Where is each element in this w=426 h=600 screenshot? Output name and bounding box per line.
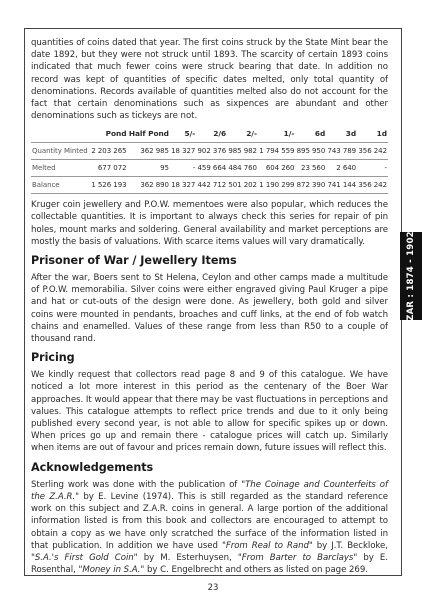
table-cell: 356 242 [357,142,388,159]
table-cell: 362 890 [128,177,170,194]
mintage-table [31,127,388,194]
table-cell: 95 [128,159,170,176]
ack-text: by M. Esterhuysen, [137,552,238,563]
table-cell: 743 789 [326,142,357,159]
section-heading-pricing: Pricing [31,351,75,365]
table-header-cell: 1/- [283,129,295,139]
table-cell: 741 144 [326,177,357,194]
ack-text: by E. Levine (1974). This is still regarded as the standard reference work on this subject and Z.A.R. coins in general. A large portion of the additional information listed is from this book and collectors are encouraged to attempt to obtain a copy as we have only scratched the surface of the information listed in that publication. In addition we have used [31,491,388,551]
table-header-cell [31,127,90,142]
table-cell: 18 327 [170,177,196,194]
ack-title-barter-to-barclays: "From Barter to Barclays" [237,552,358,563]
table-cell: 2 640 [326,159,357,176]
table-cell: 459 664 [196,159,227,176]
table-header-cell: 6d [314,129,326,139]
ack-title-real-to-rand: "From Real to Rand" [221,540,313,551]
table-cell: 1 190 299 [258,177,295,194]
table-cell: 677 072 [90,159,127,176]
ack-title-money-in-sa: "Money in S.A." [78,565,145,576]
table-header-cell: Half Pond [128,129,169,139]
page-content [31,37,388,581]
chapter-side-tab-label: ZAR : 1874 - 1902 [406,231,416,321]
ack-text: by J.T. Beckloke, [312,540,388,551]
table-header-row [31,127,388,142]
table-cell: 356 242 [357,177,388,194]
table-cell: 23 560 [295,159,326,176]
intro-paragraph: quantities of coins dated that year. The first coins struck by the State Mint bear the date 1892, but they were not struck until 1893. The scarcity of certain 1893 coins indicated that much fewer coins were struck bearing that date. In addition no record was kept of quantities of specific dates melted, only total quantity of denominations. Records available of quantities melted also do not account for the fact that certain denominations such as sixpences are abundant and other denominations such as tickeys are not. [31,38,388,122]
ack-text: by E. Rosenthal, [31,552,388,576]
table-cell: 442 712 [196,177,227,194]
row-label: Quantity Minted [31,142,90,159]
table-cell: 2 203 265 [90,142,127,159]
ack-title-first-gold-coin: "S.A.'s First Gold Coin" [31,552,138,563]
pricing-paragraph: We kindly request that collectors read page 8 and 9 of this catalogue. We have noticed a lot more interest in this period as the centenary of the Boer War approaches. It would appear that there may be vast fluctuations in perceptions and values. This catalogue attempts to reflect price trends and due to it only being published every second year, is not able to allow for specific spikes up or down. When prices go up and remain there - catalogue prices will catch up. Similarly when items are out of favour and prices remain down, future issues will reflect this. [31,370,388,454]
table-cell: 895 950 [295,142,326,159]
table-cell: 501 202 [227,177,258,194]
table-cell: - [357,159,388,176]
chapter-side-tab [400,232,422,320]
table-header-cell: 1d [376,129,387,139]
table-cell: 1 526 193 [90,177,127,194]
row-label: Balance [31,177,90,194]
kruger-paragraph: Kruger coin jewellery and P.O.W. mementoes were also popular, which reduces the collectable quantities. It is important to always check this series for repair of pin holes, mount marks and soldering. General availability and market perceptions are mostly the basis of valuations. With scarce items values will vary dramatically. [31,200,388,247]
table-header-cell: Pond [105,129,127,139]
table-header-cell: 5/- [184,129,196,139]
table-header-cell: 2/6 [213,129,227,139]
table-cell: 484 760 [227,159,258,176]
table-row-balance [31,177,388,194]
table-cell: 985 982 [227,142,258,159]
row-label: Melted [31,159,90,176]
table-header-cell: 2/- [246,129,257,139]
table-row-melted [31,159,388,176]
table-header-cell: 3d [345,129,357,139]
table-row-quantity-minted [31,142,388,159]
table-cell: 1 794 559 [258,142,295,159]
section-heading-acknowledgements: Acknowledgements [31,460,154,474]
ack-text: Sterling work was done with the publication of [31,479,242,490]
table-cell: - [170,159,196,176]
page-number: 23 [207,583,219,593]
ack-title-coinage-counterfeits: "The Coinage and Counterfeits of the Z.A.R." [31,479,388,502]
section-heading-pow: Prisoner of War / Jewellery Items [31,254,237,268]
table-cell: 902 376 [196,142,227,159]
acknowledgements-paragraph [31,479,388,577]
table-cell: 18 327 [170,142,196,159]
table-cell: 362 985 [128,142,170,159]
table-cell: 604 260 [258,159,295,176]
pow-paragraph: After the war, Boers sent to St Helena, Ceylon and other camps made a multitude of P.O.W. memorabilia. Silver coins were either engraved giving Paul Kruger a pipe and hat or cut-outs of the design were done. As jewellery, both gold and silver coins were mounted in pendants, broaches and cuff links, at the end of fob watch chains and enamelled. Values of these range from less than R50 to a couple of thousand rand. [31,273,388,345]
ack-text: by C. Engelbrecht and others as listed on page 269. [144,565,368,576]
table-cell: 872 390 [295,177,326,194]
